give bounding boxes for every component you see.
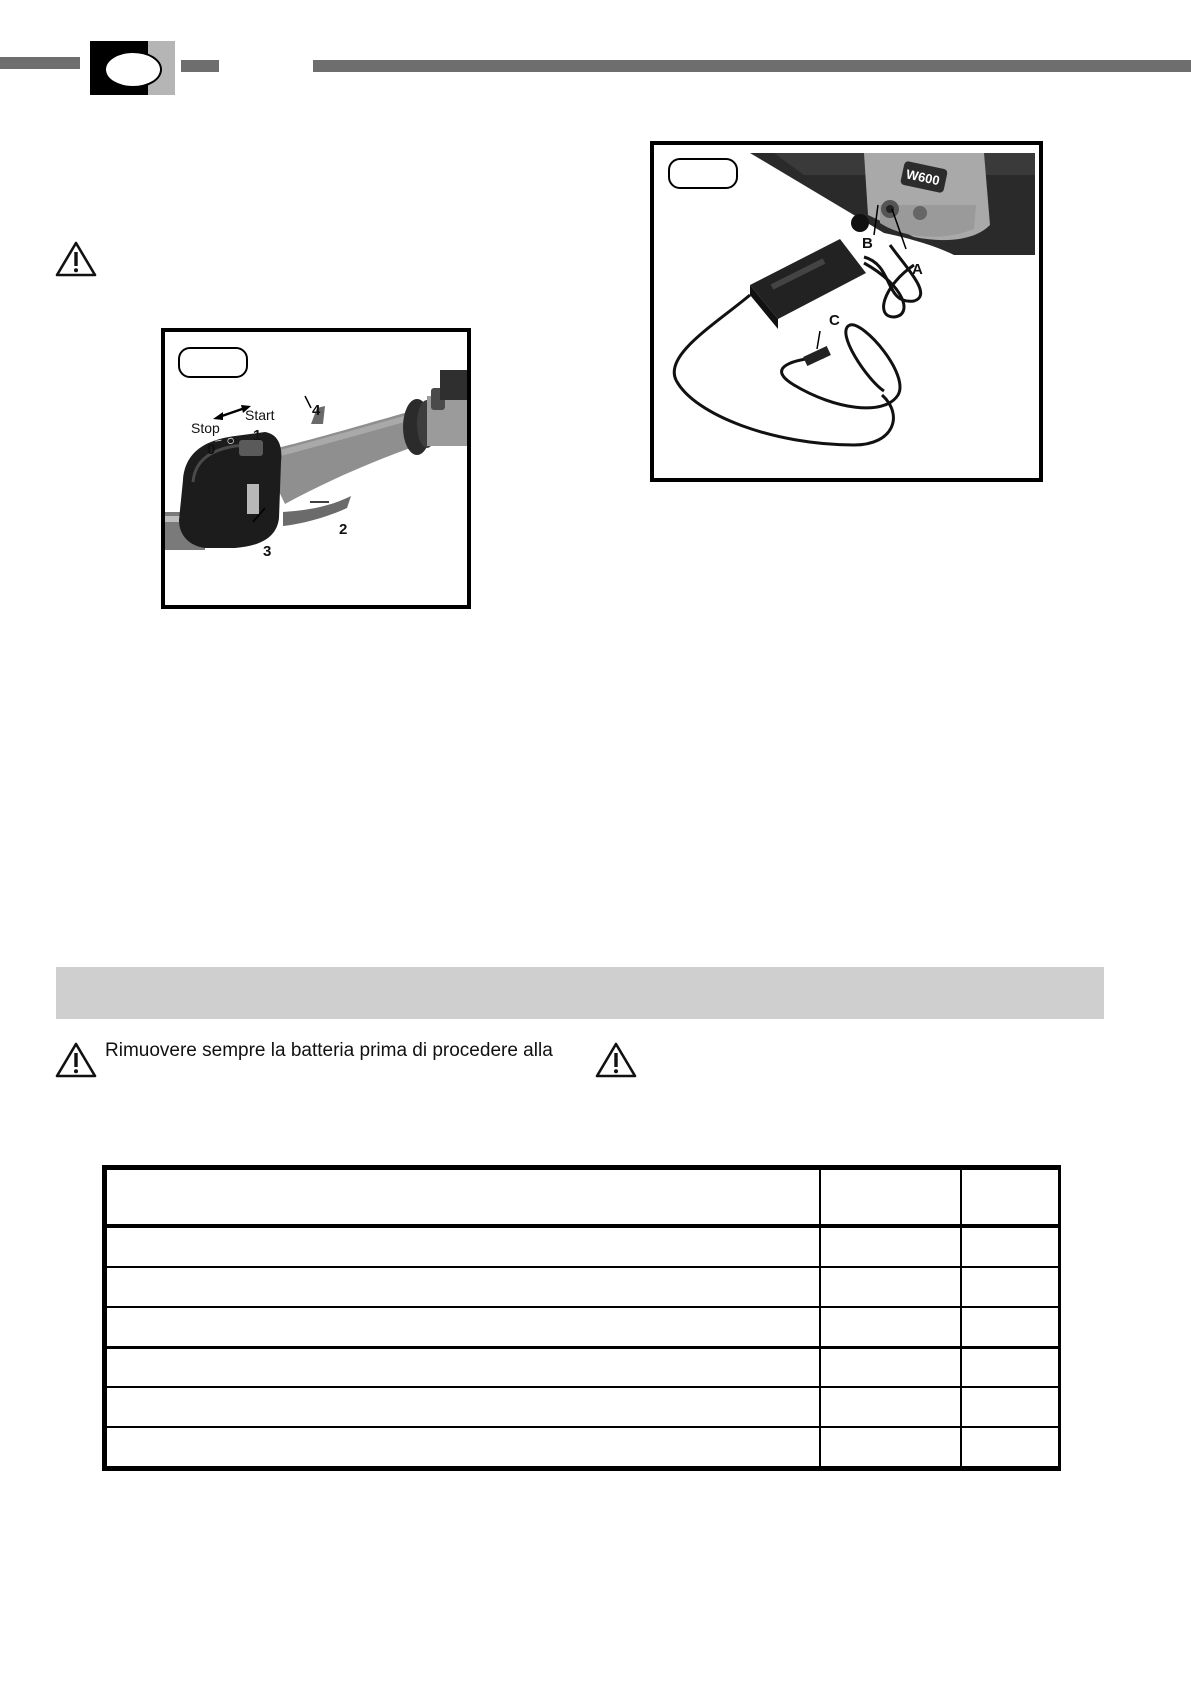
table-header-row	[106, 1169, 1059, 1226]
maintenance-table	[102, 1165, 1061, 1471]
label-callout-2: 2	[339, 521, 348, 538]
table-cell	[820, 1267, 961, 1307]
label-start: Start	[245, 407, 275, 423]
table-cell	[106, 1307, 820, 1347]
table-row	[106, 1427, 1059, 1467]
header-language-oval	[104, 51, 162, 88]
table-cell	[961, 1427, 1059, 1467]
figure-battery-charger	[650, 141, 1043, 482]
table-row	[106, 1307, 1059, 1347]
table-cell	[106, 1267, 820, 1307]
table-cell	[820, 1387, 961, 1427]
header-bar-left	[0, 57, 80, 69]
label-c: C	[829, 312, 840, 329]
table-cell	[820, 1427, 961, 1467]
svg-text:O: O	[225, 436, 237, 446]
table-cell	[820, 1347, 961, 1387]
table-cell	[106, 1427, 820, 1467]
label-callout-4: 4	[312, 402, 321, 419]
table-header-cell	[106, 1169, 820, 1226]
header-bar-small	[181, 60, 219, 72]
warning-triangle-icon	[55, 1042, 97, 1078]
svg-text:I: I	[213, 438, 224, 443]
table-row	[106, 1226, 1059, 1267]
label-one: 1	[253, 427, 262, 444]
label-a: A	[912, 261, 923, 278]
charger-illustration	[654, 145, 1039, 478]
figure-switch-handle	[161, 328, 471, 609]
table-cell	[820, 1226, 961, 1267]
battery-removal-warning: Rimuovere sempre la batteria prima di procedere alla	[105, 1040, 553, 1061]
table-row	[106, 1267, 1059, 1307]
table-cell	[961, 1347, 1059, 1387]
table-header-cell	[820, 1169, 961, 1226]
table-cell	[106, 1387, 820, 1427]
section-header-band	[56, 967, 1104, 1019]
svg-text:W600: W600	[904, 166, 942, 189]
warning-triangle-icon	[55, 241, 97, 277]
header-bar-right	[313, 60, 1191, 72]
label-b: B	[862, 235, 873, 252]
table-cell	[961, 1387, 1059, 1427]
table-row	[106, 1387, 1059, 1427]
table-cell	[961, 1226, 1059, 1267]
handle-illustration	[165, 332, 467, 605]
warning-triangle-icon	[595, 1042, 637, 1078]
label-callout-3: 3	[263, 543, 272, 560]
table-cell	[106, 1226, 820, 1267]
table-header-cell	[961, 1169, 1059, 1226]
table-cell	[106, 1347, 820, 1387]
table-cell	[961, 1267, 1059, 1307]
table-cell	[961, 1307, 1059, 1347]
label-stop: Stop	[191, 420, 220, 436]
table-row	[106, 1347, 1059, 1387]
label-zero: 0	[207, 441, 216, 458]
table-cell	[820, 1307, 961, 1347]
